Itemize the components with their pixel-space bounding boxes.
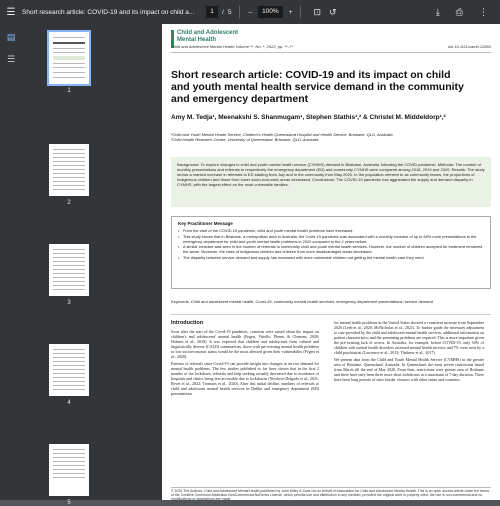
fit-page-icon[interactable]: ⊡ xyxy=(313,6,322,17)
journal-citation: Child and Adolescent Mental Health Volume **, No. *, 2022, pp. **–** xyxy=(171,44,293,49)
affiliation-1: ¹Child and Youth Mental Health Service, Children's Health Queensland Hospital and Health Service, Brisbane, QLD, Australia xyxy=(171,132,393,137)
thumbnail-page[interactable] xyxy=(49,444,89,496)
doi: doi:10.1111/camh.12550 xyxy=(447,44,491,49)
kpm-item: • The disparity between service demand and supply has increased with more vulnerable children not getting the mental health care they need. xyxy=(178,256,484,261)
footer-rule xyxy=(171,487,491,488)
paragraph: Soon after the start of the Covid-19 pandemic, concerns were raised about the impact on children's and adolescents' mental health (Fegert, Vitiello, Plener, & Clemens, 2020; Holmes et al., 2020). It was expected that children and adolescents from cultural and linguistically diverse (CALD) communities, those with pre-existing mental health problems or low socioeconomic status would be the most affected given their vulnerability (Fegert et al., 2020). xyxy=(171,329,319,359)
copyright-footer: © 2022 The Authors. Child and Adolescent Mental Health published by John Wiley & Sons Ltd on behalf of Association for Child and Adolescent Mental Health. This is an open access article under the terms of the Creative Commons Attribution-NonCommercial-NoDerivs License, which permits use and distribution in any medium, provided the original work is properly cited, the use is non-commercial and no modifications or adaptations are made. xyxy=(171,489,490,501)
article-title: Short research article: COVID-19 and its impact on child and youth mental health service demand in the community and emergency department xyxy=(171,69,464,105)
affiliations xyxy=(171,132,481,142)
outline-view-icon[interactable]: ☰ xyxy=(6,54,16,64)
abstract-box: Background: To explore changes in child and youth mental health service (CYMHS) demand in Brisbane, Australia, following the COVID pandemic. Methods: The number of monthly presentations and referrals to respectively the emergency department (ED) and community CYMHS were compared among 2018, 2019 and 2020. Results: The study shows a marked increase in referrals to ED starting from July and in the community from May 2020. In the population referred to as community teams, the proportions of Indigenous children and those from lower socio-economic areas decreased. Conclusions: The COVID-19 pandemic has aggravated the supply and demand disparity in CYMHS, with the largest effect on the most vulnerable families. xyxy=(171,157,491,207)
page-separator: / xyxy=(222,8,224,16)
page-number-input[interactable]: 1 xyxy=(206,6,218,18)
download-icon[interactable]: ⤓ xyxy=(435,6,440,17)
document-title: Short research article: COVID-19 and its impact on child a... xyxy=(22,8,195,16)
logo-line-2: Mental Health xyxy=(177,37,217,43)
thumbnail-label: 3 xyxy=(67,300,71,306)
thumbnail-panel xyxy=(22,24,162,506)
thumbnail-page[interactable] xyxy=(49,144,89,196)
page-indicator xyxy=(206,6,231,18)
body-column-right xyxy=(334,320,484,384)
zoom-out-button[interactable]: – xyxy=(248,8,253,16)
thumbnails-view-icon[interactable]: ▤ xyxy=(6,32,16,42)
rotate-icon[interactable]: ↺ xyxy=(329,6,337,17)
kpm-item: • This study shows that in Brisbane, a metropolitan area in Australia, the Covid-19 pandemic was associated with a monthly increase of up to 55% more presentations to the emergency department for child and youth mental health problems in 2020 compared to the 2 years before. xyxy=(178,235,484,245)
thumbnail-label: 5 xyxy=(67,500,71,506)
article-authors: Amy M. Tedja¹, Meenakshi S. Shanmugam¹, Stephen Stathis¹,² & Christel M. Middeldorp¹,² xyxy=(171,114,446,121)
section-heading: Introduction xyxy=(171,320,204,326)
menu-icon[interactable]: ☰ xyxy=(6,6,16,18)
page-total: 5 xyxy=(227,8,232,16)
print-icon[interactable]: ⎙ xyxy=(455,6,463,17)
thumbnail-page[interactable] xyxy=(49,244,89,296)
thumbnail-page[interactable] xyxy=(49,32,89,84)
keywords-rule xyxy=(171,314,491,315)
toolbar-divider xyxy=(239,6,240,18)
keywords: Keywords: Child and adolescent mental health; Covid-19; community mental health services; emergency department presentations; service demand xyxy=(171,299,433,304)
paragraph: Patterns of referrals since Covid-19 can provide insight into changes in service demand for mental health problems. The few studies published so far have shown that in the first 2 months of the lockdown, referrals and help seeking actually decreased due to avoidance of hospitals and clinics being less accessible due to lockdowns (Newlove-Delgado et al., 2021; Revet et al., 2022; Tromans et al., 2020). After this initial decline, numbers of referrals to child and adolescent mental health services in Dublin and emergency department (ED) presentations xyxy=(171,361,319,396)
kpm-item: • A similar increase was seen in the number of referrals to community child and youth mental health services. However, the number of children accepted for treatment remained the same. Moreover, the rates of Indigenous children and children from more disadvantaged areas decreased. xyxy=(178,245,484,255)
zoom-in-button[interactable]: + xyxy=(288,8,293,16)
zoom-level[interactable]: 100% xyxy=(258,6,283,18)
paragraph: for mental health problems in the United States showed a consistent increase from September 2020 (Leeb et al., 2020; McNicholas et al., 2021). To further guide the necessary adjustment to care provided by the child and adolescent mental health services, additional information on patient characteristics and the presenting problems are required. This is more important given the pre-existing lack of access. In Australia, for example, before COVID-19, only 50% of children with mental health disorders accessed mental health services and 7% were seen by a child psychiatrist (Lawrence et al., 2015; Thabrew et al., 2017). xyxy=(334,320,484,355)
toolbar-divider xyxy=(300,6,301,18)
key-practitioner-message xyxy=(171,216,491,289)
thumbnail-page[interactable] xyxy=(49,344,89,396)
thumbnail-label: 2 xyxy=(67,200,71,206)
more-options-icon[interactable]: ⋮ xyxy=(479,6,488,17)
kpm-item: • From the start of the COVID-19 pandemic, child and youth mental health problems have increased. xyxy=(178,229,484,234)
paragraph: We present data from the Child and Youth Mental Health Service (CYMHS) in the greater area of Brisbane, Queensland, Australia. In Queensland, the most severe restrictions lasted from March till the end of May 2020. From then, restrictions were greater area of Brisbane and there have only been three more short lockdowns at a maximum of 7-day duration. There have been long periods of strict border closures with other states and countries. xyxy=(334,357,484,382)
kpm-heading: Key Practitioner Message xyxy=(178,221,233,226)
pdf-page xyxy=(162,24,500,500)
thumbnail-label: 4 xyxy=(67,400,71,406)
logo-line-1: Child and Adolescent xyxy=(177,30,239,36)
thumbnail-label: 1 xyxy=(67,88,71,94)
body-column-left xyxy=(171,320,319,398)
zoom-controls xyxy=(248,6,292,18)
pdf-toolbar xyxy=(0,0,500,24)
sidebar-tabs xyxy=(0,24,22,500)
toolbar-right xyxy=(432,7,492,18)
header-rule xyxy=(171,52,491,53)
affiliation-2: ²Child Health Research Centre, University of Queensland, Brisbane, QLD, Australia xyxy=(171,137,319,142)
